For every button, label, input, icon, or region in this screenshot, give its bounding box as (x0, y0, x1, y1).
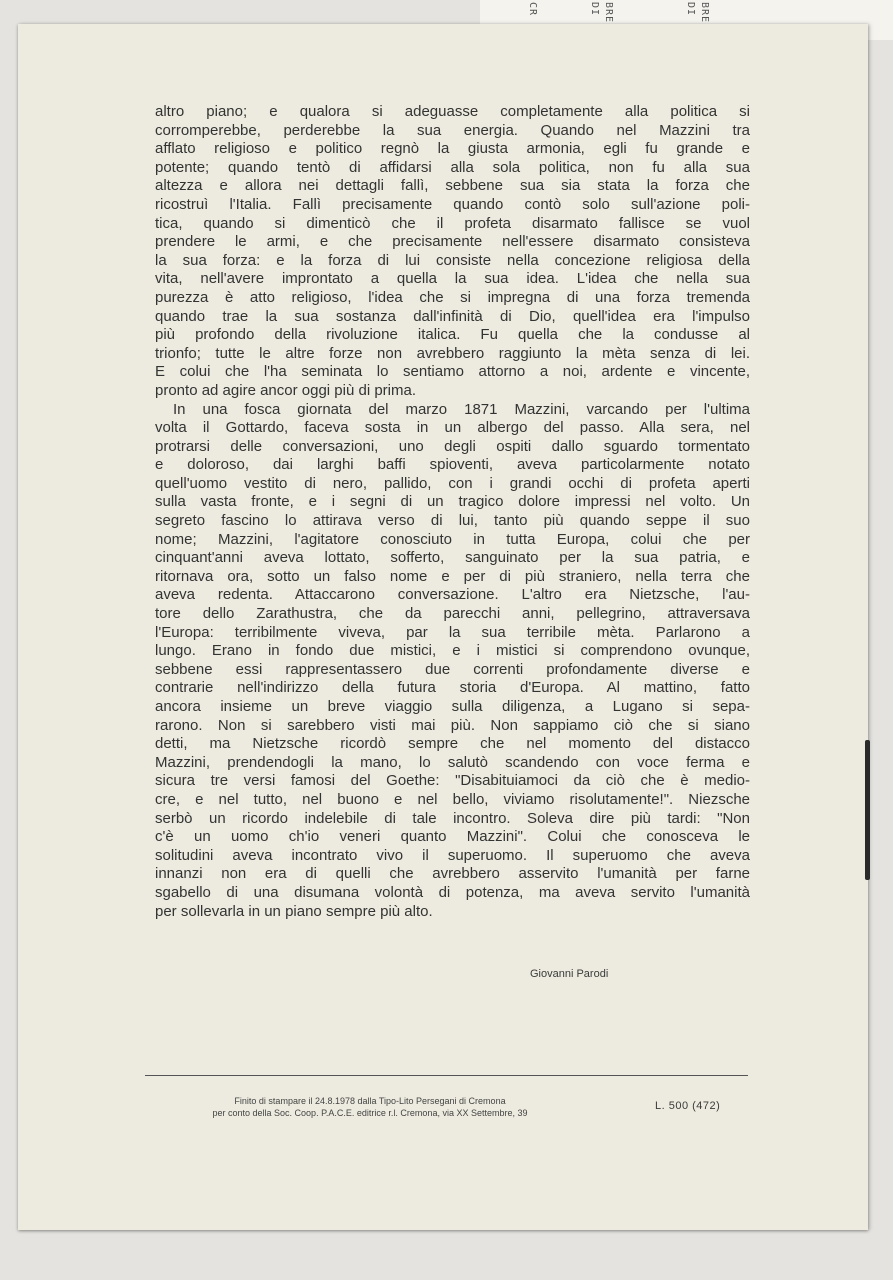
colophon-line: Finito di stampare il 24.8.1978 dalla Tipo-Lito Persegani di Cremona (234, 1096, 506, 1106)
text-line: e doloroso, dai larghi baffi spioventi, aveva particolarmente notato (155, 456, 750, 474)
article-body (155, 103, 750, 921)
text-line: ritornava ora, sotto un falso nome e per di più straniero, nella terra che (155, 567, 750, 585)
text-line: solitudini aveva incontrato vivo il superuomo. Il superuomo che aveva (155, 846, 750, 864)
colophon (160, 1095, 580, 1119)
text-line: sebbene essi rappresentassero due correnti profondamente diverse e (155, 660, 750, 678)
author-signature: Giovanni Parodi (530, 968, 609, 980)
paragraph (155, 103, 750, 401)
text-line: detti, ma Nietzsche ricordò sempre che nel momento del distacco (155, 735, 750, 753)
text-line: più profondo della rivoluzione italica. Fu quella che la condusse al (155, 326, 750, 344)
text-line: c'è un uomo ch'io veneri quanto Mazzini". Colui che conosceva le (155, 828, 750, 846)
text-line: E colui che l'ha seminata lo sentiamo attorno a noi, ardente e vincente, (155, 363, 750, 381)
text-line: contrarie nell'indirizzo della futura storia d'Europa. Al mattino, fatto (155, 679, 750, 697)
text-line: cre, e nel tutto, nel buono e nel bello, viviamo risolutamente!". Niezsche (155, 790, 750, 808)
text-line: tore dello Zarathustra, che da parecchi anni, pellegrino, attraversava (155, 605, 750, 623)
text-line: ancora insieme un breve viaggio sulla diligenza, a Lugano si sepa- (155, 698, 750, 715)
text-line: vita, nell'avere improntato a quella la sua idea. L'idea che nella sua (155, 270, 750, 288)
text-line: la sua forza: e la forza di lui consiste nella concezione religiosa della (155, 251, 750, 269)
text-line: pronto ad agire ancor oggi più di prima. (155, 381, 416, 399)
background-paper-text: CR (527, 2, 538, 17)
text-line: segreto fascino lo attirava verso di lui, tanto più quando seppe il suo (155, 512, 750, 530)
text-line: potente; quando tentò di affidarsi alla sola politica, non fu alla sua (155, 158, 750, 176)
text-line: nome; Mazzini, l'agitatore conosciuto in tutta Europa, colui che per (155, 530, 750, 548)
text-line: sicura tre versi famosi del Goethe: "Disabituiamoci da ciò che è medio- (155, 772, 750, 790)
text-line: altezza e allora nei dettagli fallì, sebbene sua sia stata la forza che (155, 177, 750, 195)
text-line: sgabello di una disumana volontà di potenza, ma aveva servito l'umanità (155, 883, 750, 901)
text-line: rarono. Non si sarebbero visti mai più. Non sappiamo ciò che si siano (155, 716, 750, 734)
text-line: aveva redenta. Attaccarono conversazione. L'altro era Nietzsche, l'au- (155, 586, 750, 604)
text-line: sulla vasta fronte, e i segni di un tragico dolore impressi nel volto. Un (155, 493, 750, 511)
text-line: l'Europa: terribilmente viveva, par la sua terribile mèta. Parlarono a (155, 623, 750, 641)
text-line: quando trae la sua sostanza dall'infinità di Dio, quell'idea era l'impulso (155, 307, 750, 325)
text-line: ricostruì l'Italia. Fallì precisamente quando contò solo sull'azione poli- (155, 195, 750, 213)
page-binding-edge (865, 740, 870, 880)
text-line: protrarsi delle conversazioni, uno degli ospiti dallo sguardo tormentato (155, 437, 750, 455)
colophon-line: per conto della Soc. Coop. P.A.C.E. editrice r.l. Cremona, via XX Settembre, 39 (212, 1108, 528, 1118)
text-line: cinquant'anni aveva lottato, sofferto, sanguinato per la sua patria, e (155, 549, 750, 567)
text-line: In una fosca giornata del marzo 1871 Mazzini, varcando per l'ultima (173, 400, 750, 418)
footer-divider (145, 1075, 748, 1076)
background-paper-text: DI (685, 2, 696, 17)
text-line: corromperebbe, perderebbe la sua energia. Quando nel Mazzini tra (155, 121, 750, 139)
text-line: tica, quando si dimenticò che il profeta disarmato fallisce se vuol (155, 214, 750, 232)
price-label: L. 500 (472) (655, 1100, 721, 1112)
text-line: per sollevarla in un piano sempre più alto. (155, 902, 433, 920)
text-line: volta il Gottardo, faceva sosta in un albergo del passo. Alla sera, nel (155, 419, 750, 437)
text-line: purezza è atto religioso, l'idea che si impregna di una forza tremenda (155, 288, 750, 306)
paragraph (155, 401, 750, 922)
text-line: quell'uomo vestito di nero, pallido, con i grandi occhi di profeta aperti (155, 474, 750, 492)
background-paper-text: BRE (603, 2, 614, 24)
text-line: afflato religioso e politico regnò la giusta armonia, egli fu grande e (155, 140, 750, 158)
text-line: trionfo; tutte le altre forze non avrebbero raggiunto la mèta senza di lei. (155, 344, 750, 362)
background-paper-text: DI (589, 2, 600, 17)
text-line: Mazzini, prendendogli la mano, lo salutò scandendo con voce ferma e (155, 753, 750, 771)
text-line: innanzi non era di quelli che avrebbero asservito l'umanità per farne (155, 865, 750, 883)
text-line: serbò un ricordo indelebile di tale incontro. Soleva dire più tardi: "Non (155, 809, 750, 827)
text-line: altro piano; e qualora si adeguasse completamente alla politica si (155, 103, 750, 120)
background-paper-text: BRE (699, 2, 710, 24)
text-line: lungo. Erano in fondo due mistici, e i mistici si comprendono ovunque, (155, 642, 750, 660)
text-line: prendere le armi, e che precisamente nell'essere disarmato consisteva (155, 233, 750, 251)
